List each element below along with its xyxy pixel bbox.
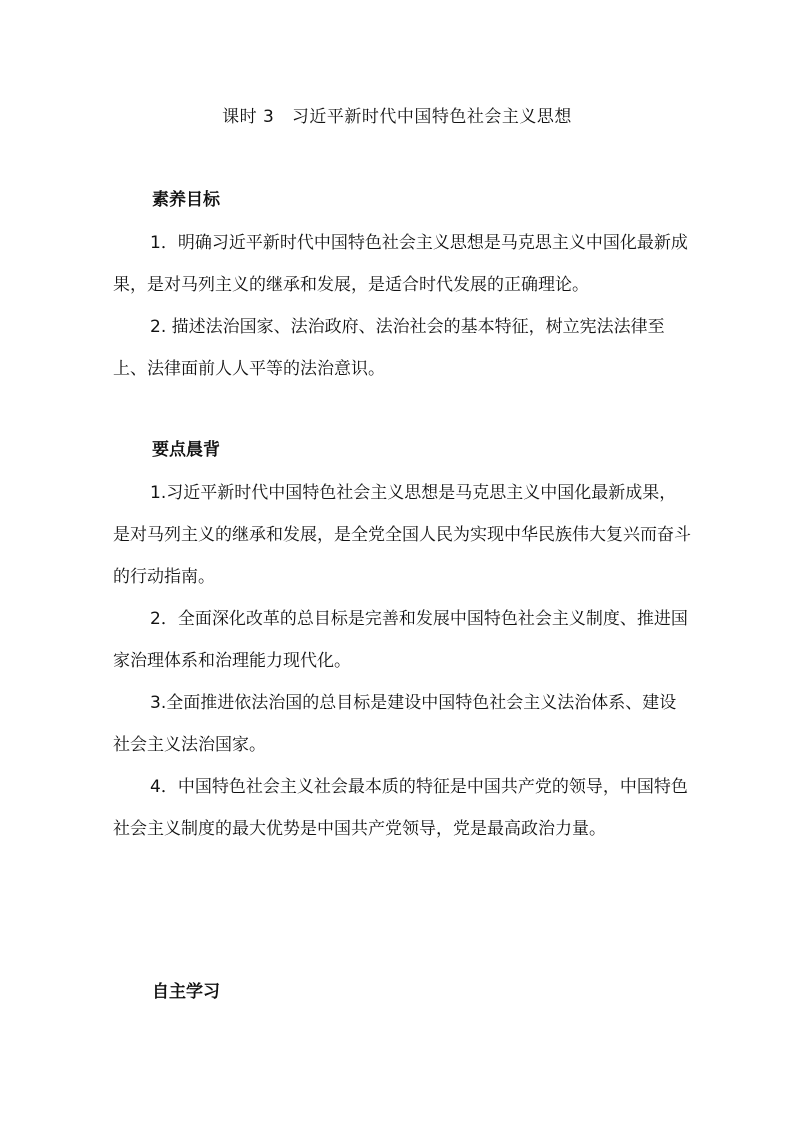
section-heading-self-study: 自主学习 [152,982,220,1002]
goal-paragraph-2: 2. 描述法治国家、法治政府、法治社会的基本特征，树立宪法法律至上、法律面前人人平等的法治意识。 [113,317,665,379]
key-point-paragraph-2: 2．全面深化改革的总目标是完善和发展中国特色社会主义制度、推进国家治理体系和治理能力现代化。 [113,609,688,671]
goal-paragraph-1: 1．明确习近平新时代中国特色社会主义思想是马克思主义中国化最新成果，是对马列主义的继承和发展，是适合时代发展的正确理论。 [113,233,688,295]
key-point-paragraph-3: 3.全面推进依法治国的总目标是建设中国特色社会主义法治体系、建设社会主义法治国家。 [113,693,677,755]
key-point-paragraph-1: 1.习近平新时代中国特色社会主义思想是马克思主义中国化最新成果，是对马列主义的继承和发展，是全党全国人民为实现中华民族伟大复兴而奋斗的行动指南。 [113,483,691,587]
section-heading-literacy-goals: 素养目标 [152,190,220,210]
lesson-title: 课时 3 习近平新时代中国特色社会主义思想 [222,107,572,127]
section-heading-key-points: 要点晨背 [152,440,220,460]
key-point-paragraph-4: 4．中国特色社会主义社会最本质的特征是中国共产党的领导，中国特色社会主义制度的最大优势是中国共产党领导，党是最高政治力量。 [113,777,688,839]
